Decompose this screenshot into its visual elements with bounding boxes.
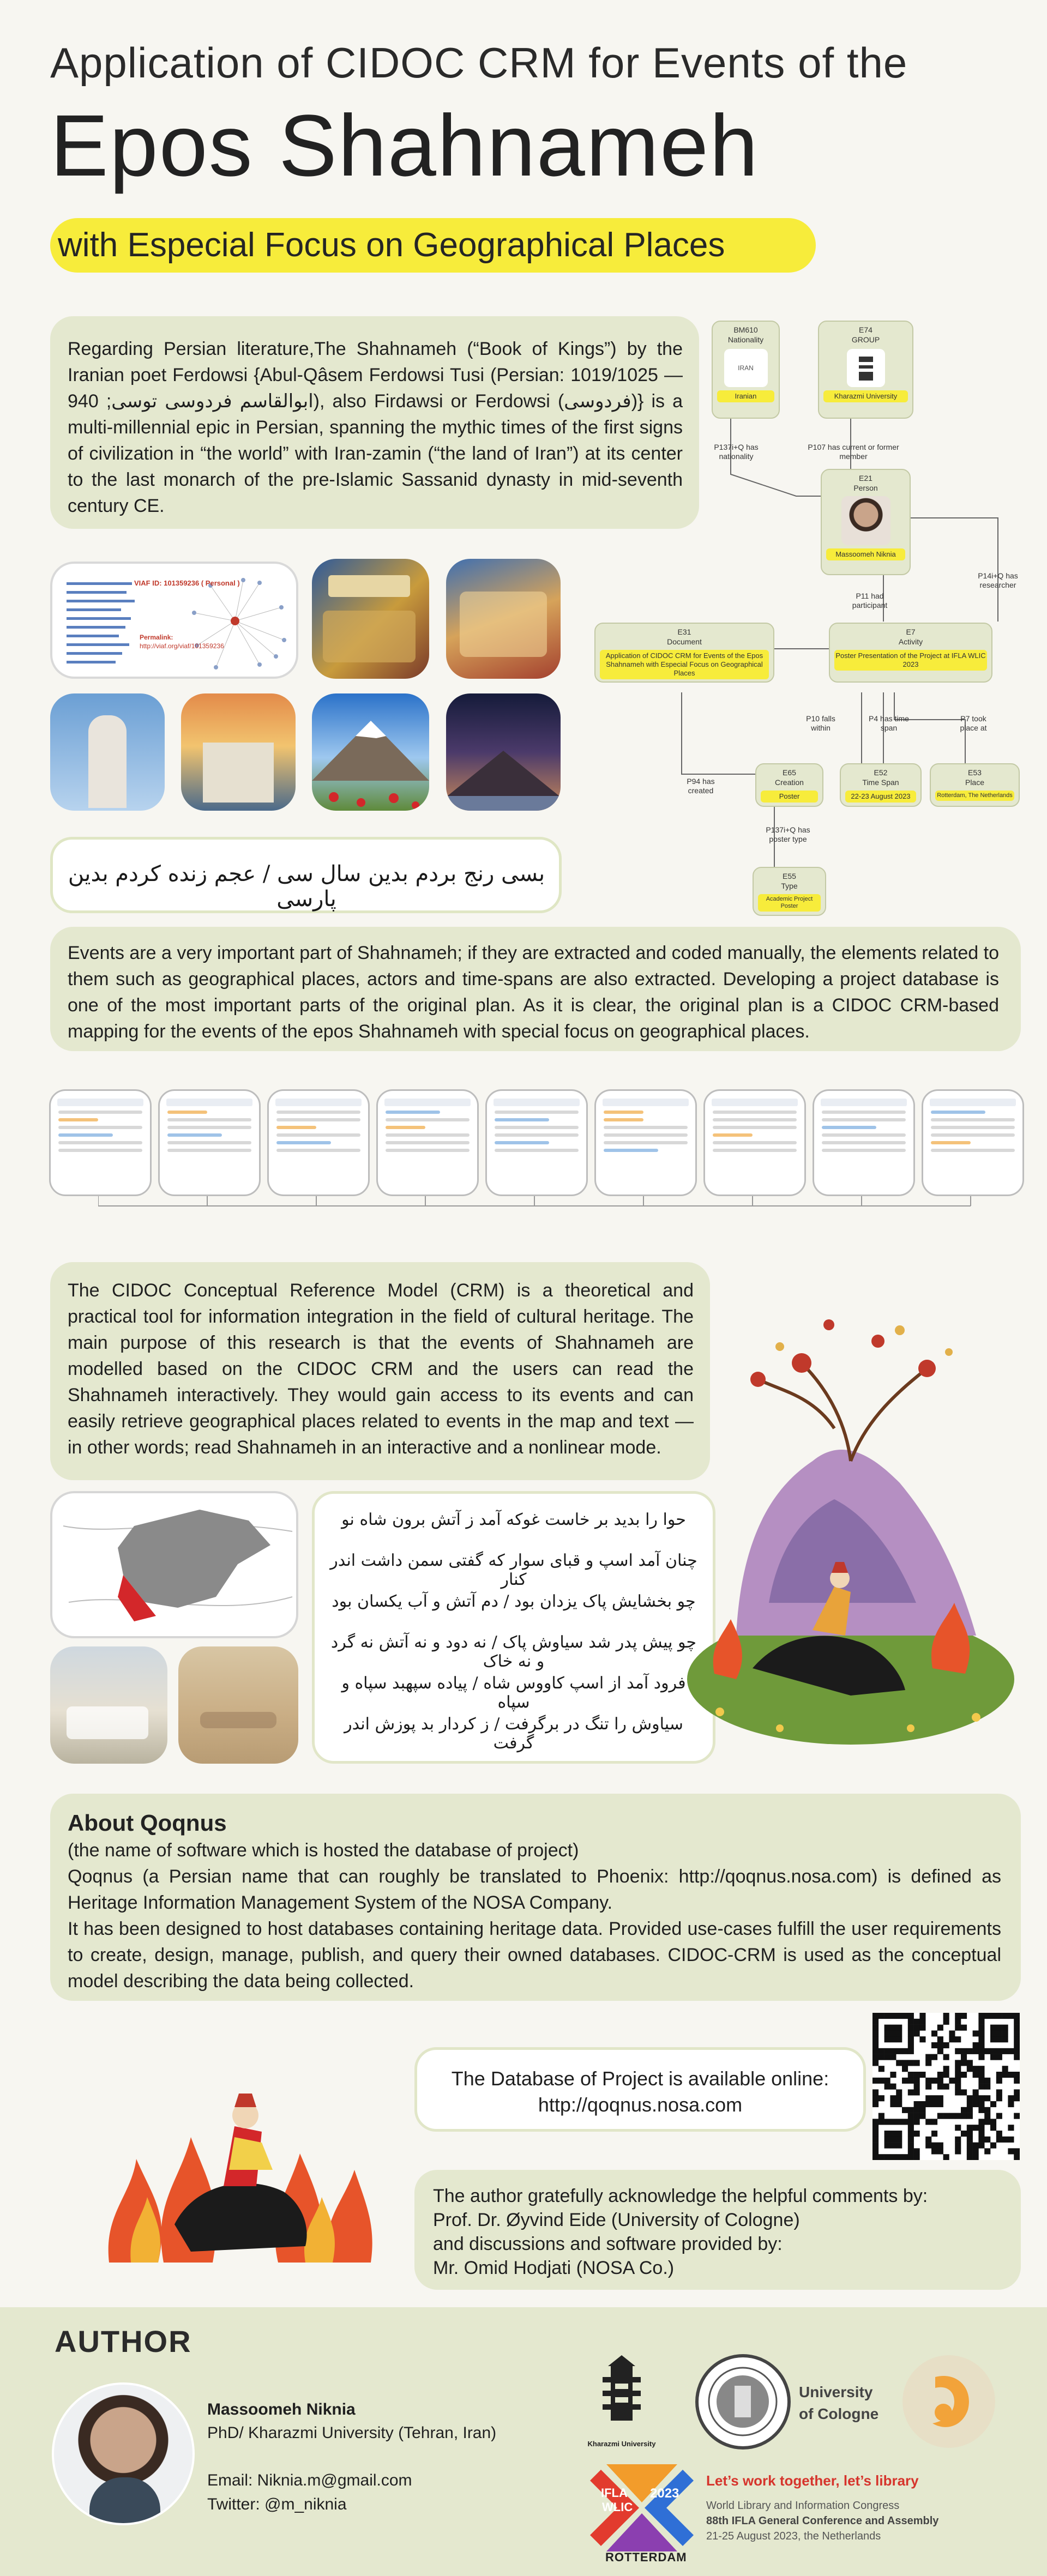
poem-line-5: فرود آمد از اسپ کاووس شاه / پیاده سپهبد سپاه و سپاه	[341, 1674, 686, 1712]
poem-line-4: چو پیش پدر شد سیاوش پاک / نه دود و نه آتش نه گرد و نه خاک	[330, 1633, 697, 1671]
poem-line-2: چنان آمد اسپ و قبای سوار که گفتی سمن داشت اندر کنار	[330, 1551, 697, 1589]
congress-line-2: 88th IFLA General Conference and Assembly	[706, 2515, 939, 2527]
qoqnus-usecases: It has been designed to host databases containing heritage data. Provided use-cases fulfill the user requirements to create, design, manage, publish, and query their owned databases. CIDOC-CRM is used as the conceptual model describing the data being collected.	[68, 1919, 1001, 1992]
entity-activity	[829, 623, 992, 683]
author-avatar	[52, 2382, 195, 2525]
qoqnus-heading: About Qoqnus	[68, 1810, 227, 1836]
entity-group-type: GROUP	[851, 335, 880, 344]
shahnameh-manuscript-image	[312, 559, 429, 679]
database-screenshot-3	[267, 1089, 370, 1196]
rel-falls: P10 falls within	[806, 714, 835, 732]
title-line-1: Application of CIDOC CRM for Events of the	[50, 39, 908, 87]
author-name: Massoomeh Niknia	[207, 2400, 356, 2418]
database-screenshot-6	[594, 1089, 697, 1196]
entity-activity-code: E7	[906, 628, 916, 636]
rel-researcher: P14i+Q has researcher	[978, 571, 1018, 589]
intro-text: Regarding Persian literature,The Shahnameh (“Book of Kings”) by the Iranian poet Ferdowsi {Abul-Qâsem Ferdowsi Tusi (Persian: 1019/1025 — 940 ;ابوالقاسم فردوسی توسی), also Firdawsi or Ferdowsi (فردوسی)} is a multi-millennial epic in Persian, spanning the mythic times of the first signs of civilization in “the world” with Iran-zamin (“the land of Iran”) at its center to the last monarch of the pre-Islamic Sassanid dynasty in mid-seventh century CE.	[68, 339, 683, 516]
entity-timespan-code: E52	[874, 768, 888, 777]
entity-place	[930, 763, 1020, 807]
ifla-slogan: Let’s work together, let’s library	[706, 2472, 919, 2489]
viaf-permalink: http://viaf.org/viaf/101359236	[140, 642, 224, 650]
entity-type-value: Academic Project Poster	[758, 894, 821, 912]
database-screenshot-8	[813, 1089, 915, 1196]
congress-line-3: 21-25 August 2023, the Netherlands	[706, 2530, 881, 2542]
qoqnus-logo-icon	[902, 2355, 995, 2448]
entity-document-value: Application of CIDOC CRM for Events of the Epos Shahnameh with Especial Focus on Geographical Places	[600, 650, 769, 679]
entity-timespan	[840, 763, 922, 807]
viaf-screenshot	[50, 562, 298, 679]
entity-place-value: Rotterdam, The Netherlands	[935, 791, 1014, 801]
acknowledgement-panel	[414, 2170, 1021, 2290]
author-twitter[interactable]: Twitter: @m_niknia	[207, 2495, 347, 2513]
rider-in-fire-illustration	[98, 2017, 382, 2273]
poem-line-3: چو بخشایش پاک یزدان بود / دم آتش و آب یکسان بود	[332, 1592, 696, 1611]
database-screenshot-5	[485, 1089, 588, 1196]
cologne-seal-logo	[695, 2354, 791, 2450]
entity-group-code: E74	[859, 325, 872, 334]
entity-place-code: E53	[968, 768, 982, 777]
ack-line-1: The author gratefully acknowledge the helpful comments by:	[433, 2186, 928, 2206]
entity-creation-type: Creation	[775, 778, 804, 787]
crm-text: The CIDOC Conceptual Reference Model (CRM) is a theoretical and practical tool for information integration in the field of cultural heritage. The main purpose of this research is that the events of Shahnameh are modelled based on the CIDOC CRM and the users can read the Shahnameh interactively. They would gain access to its events and can easily retrieve geographical places related to events in the map and text — in other words; read Shahnameh in an interactive and a nonlinear mode.	[68, 1280, 694, 1458]
rel-tookplace: P7 took place at	[960, 714, 987, 732]
ifla-year-label: 2023	[650, 2486, 679, 2501]
database-screenshot-2	[158, 1089, 261, 1196]
database-link-box	[414, 2047, 866, 2132]
qoqnus-panel	[50, 1794, 1021, 2001]
author-email[interactable]: Email: Niknia.m@gmail.com	[207, 2471, 412, 2489]
entity-type-code: E55	[783, 872, 796, 880]
viaf-id: VIAF ID: 101359236 ( Personal )	[134, 579, 240, 587]
entity-person-value: Massoomeh Niknia	[826, 548, 905, 560]
ferdowsi-verse: بسی رنج بردم بدین سال سی / عجم زنده کردم بدین پارسی	[68, 861, 545, 912]
author-heading: AUTHOR	[55, 2324, 192, 2358]
entity-creation-value: Poster	[761, 791, 818, 803]
wlic-label: WLIC	[602, 2500, 633, 2514]
entity-timespan-type: Time Span	[862, 778, 899, 787]
qoqnus-subheading: (the name of software which is hosted the database of project)	[68, 1840, 579, 1861]
poem-line-1: حوا را بدید بر خاست غوکه آمد ز آتش برون شاه نو	[341, 1510, 686, 1529]
poem-line-6: سیاوش را تنگ در برگرفت / ز کردار بد پوزش اندر گرفت	[344, 1715, 683, 1753]
entity-activity-type: Activity	[898, 637, 923, 646]
entity-document-code: E31	[677, 628, 691, 636]
miniature-painting-image	[446, 559, 561, 679]
page-title: Epos Shahnameh	[50, 96, 760, 194]
entity-nationality-type: Nationality	[727, 335, 764, 344]
database-screenshot-4	[376, 1089, 479, 1196]
kharazmi-emblem-icon	[583, 2355, 660, 2437]
desert-image	[178, 1646, 298, 1764]
entity-group	[818, 321, 913, 419]
rel-nationality: P137i+Q has nationality	[714, 443, 759, 461]
viaf-permalink-label: Permalink:	[140, 634, 173, 641]
ack-line-3: and discussions and software provided by:	[433, 2234, 783, 2254]
shahnameh-poem-box	[312, 1491, 715, 1764]
entity-nationality-value: Iranian	[717, 390, 774, 402]
crm-panel	[50, 1262, 710, 1480]
mountain-image	[312, 693, 429, 811]
entity-creation	[755, 763, 823, 807]
rel-member: P107 has current or former member	[808, 443, 899, 461]
qr-code-image	[872, 2013, 1020, 2160]
entity-nationality	[712, 321, 780, 419]
ack-line-4: Mr. Omid Hodjati (NOSA Co.)	[433, 2258, 675, 2278]
entity-group-value: Kharazmi University	[823, 390, 908, 402]
iran-map-icon: IRAN	[724, 349, 768, 387]
screenshot-strip-connector	[98, 1195, 982, 1217]
cologne-label-2: of Cologne	[799, 2405, 879, 2422]
ferdowsi-statue-image	[50, 693, 165, 811]
entity-activity-value: Poster Presentation of the Project at IFLA WLIC 2023	[834, 650, 987, 671]
author-role: PhD/ Kharazmi University (Tehran, Iran)	[207, 2424, 497, 2442]
ifla-wlic-logo	[590, 2464, 694, 2568]
database-url[interactable]: http://qoqnus.nosa.com	[538, 2094, 743, 2116]
person-photo	[841, 496, 890, 545]
tomb-image	[181, 693, 296, 811]
kharazmi-logo-icon	[847, 349, 885, 387]
database-screenshot-9	[922, 1089, 1024, 1196]
events-panel	[50, 927, 1021, 1051]
siavash-miniature-illustration	[671, 1254, 1031, 1761]
entity-person-code: E21	[859, 474, 872, 482]
entity-person-type: Person	[853, 484, 878, 492]
ack-line-2: Prof. Dr. Øyvind Eide (University of Cologne)	[433, 2210, 800, 2230]
database-screenshot-1	[49, 1089, 152, 1196]
qoqnus-description: Qoqnus (a Persian name that can roughly be translated to Phoenix: http://qoqnus.nosa.com) is defined as Heritage Information Management System of the NOSA Company.	[68, 1866, 1001, 1913]
database-screenshot-7	[703, 1089, 806, 1196]
entity-place-type: Place	[965, 778, 985, 787]
rel-timespan: P4 has time span	[869, 714, 909, 732]
night-sky-image	[446, 693, 561, 811]
congress-line-1: World Library and Information Congress	[706, 2500, 900, 2512]
kharazmi-label: Kharazmi University	[587, 2440, 656, 2448]
entity-person	[821, 469, 911, 575]
entity-document-type: Document	[667, 637, 702, 646]
kharazmi-university-logo	[583, 2355, 660, 2453]
entity-nationality-code: BM610	[733, 325, 758, 334]
entity-creation-code: E65	[783, 768, 796, 777]
rel-participant: P11 had participant	[852, 592, 888, 610]
database-text: The Database of Project is available online:	[451, 2067, 829, 2090]
rel-postertype: P137i+Q has poster type	[766, 825, 810, 843]
entity-document	[594, 623, 774, 683]
cologne-label-1: University	[799, 2384, 873, 2400]
rel-created: P94 has created	[687, 777, 715, 795]
subtitle-banner: with Especial Focus on Geographical Places	[50, 218, 816, 273]
afghanistan-map-image	[50, 1491, 298, 1638]
events-text: Events are a very important part of Shahnameh; if they are extracted and coded manually, the elements related to them such as geographical places, actors and time-spans are also extracted. Developing a project database is one of the most important parts of the original plan. As it is clear, the original plan is a CIDOC CRM-based mapping for the events of the epos Shahnameh with special focus on geographical places.	[68, 943, 999, 1042]
ferdowsi-verse-box	[50, 837, 562, 913]
entity-type	[753, 867, 826, 916]
entity-type-type: Type	[781, 882, 798, 890]
entity-timespan-value: 22-23 August 2023	[845, 791, 916, 803]
ifla-label: IFLA	[601, 2486, 628, 2500]
festival-image	[50, 1646, 167, 1764]
ifla-city-label: ROTTERDAM	[605, 2550, 687, 2564]
